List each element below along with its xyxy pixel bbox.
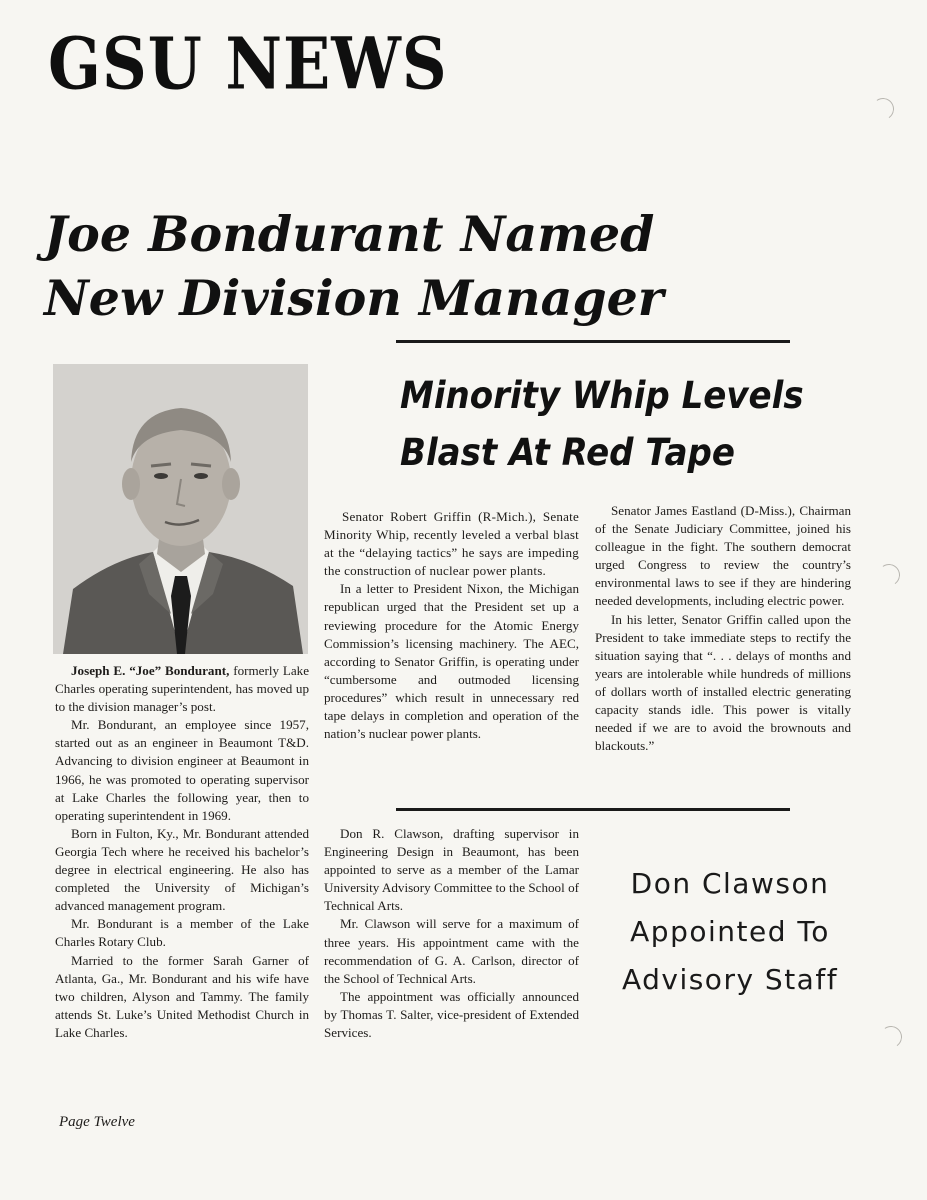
paragraph: Mr. Bondurant is a member of the Lake Charles Rotary Club.	[55, 916, 309, 950]
headline-line: Appointed To	[630, 915, 830, 948]
headline-line: Advisory Staff	[621, 963, 839, 996]
griffin-article-col1	[324, 508, 579, 743]
lead-name: Joseph E. “Joe” Bondurant,	[71, 663, 230, 678]
headline-line: Minority Whip Levels	[400, 374, 804, 417]
griffin-article-col2	[595, 502, 851, 755]
headline-line: Blast At Red Tape	[400, 431, 736, 474]
paragraph: Married to the former Sarah Garner of Atlanta, Ga., Mr. Bondurant and his wife have two children, Alyson and Tammy. The family attends St. Luke’s United Methodist Church in Lake Charles.	[55, 952, 309, 1040]
punch-hole-mark	[870, 96, 895, 121]
paragraph: In his letter, Senator Griffin called upon the President to take immediate steps to rectify the situation saying that “. . . delays of months and years are intolerable while hundreds of millions of dollars worth of installed electric generating capacity stands idle. This power is vitally needed if we are to avoid the brownouts and blackouts.”	[595, 611, 851, 754]
divider-rule	[396, 808, 790, 811]
headline-line: New Division Manager	[44, 269, 664, 327]
headline-line: Don Clawson	[630, 867, 830, 900]
clawson-article	[324, 825, 579, 1042]
headline-griffin	[400, 367, 805, 481]
portrait-illustration	[53, 364, 308, 654]
punch-hole-mark	[876, 562, 901, 587]
paragraph: Don R. Clawson, drafting supervisor in Engineering Design in Beaumont, has been appointed to serve as a member of the Lamar University Advisory Committee to the School of Technical Arts.	[324, 826, 579, 914]
portrait-photo	[53, 364, 308, 654]
masthead: GSU NEWS	[48, 22, 448, 106]
paragraph: Senator James Eastland (D-Miss.), Chairman of the Senate Judiciary Committee, joined his colleague in the fight. The southern democrat urged Congress to review the country’s environmental laws to see if they are hindering needed developments, including electric power.	[595, 503, 851, 609]
paragraph: The appointment was officially announced by Thomas T. Salter, vice-president of Extended Services.	[324, 988, 579, 1041]
paragraph: Mr. Clawson will serve for a maximum of three years. His appointment came with the recommendation of G. A. Carlson, director of the School of Technical Arts.	[324, 916, 579, 986]
paragraph: Senator Robert Griffin (R-Mich.), Senate Minority Whip, recently leveled a verbal blast at the “delaying tactics” he says are impeding the construction of nuclear power plants.	[324, 509, 579, 579]
headline-line: Joe Bondurant Named	[44, 205, 655, 263]
paragraph: Mr. Bondurant, an employee since 1957, started out as an engineer in Beaumont T&D. Advancing to division engineer at Beaumont in 1966, he was promoted to operating supervisor at Lake Charles the following year, then to operating superintendent in 1969.	[55, 717, 309, 823]
headline-clawson	[600, 860, 860, 1004]
paragraph-text: formerly Lake Charles operating superintendent, has moved up to the division manager’s post.	[55, 663, 309, 715]
page-number: Page Twelve	[59, 1114, 135, 1130]
punch-hole-mark	[878, 1024, 903, 1049]
headline-bondurant	[44, 202, 824, 330]
bondurant-article	[55, 662, 309, 1042]
paragraph: In a letter to President Nixon, the Michigan republican urged that the President set up a reviewing procedure for the Atomic Energy Commission’s licensing machinery. The AEC, according to Senator Griffin, is operating under “cumbersome and outmoded licensing procedures” which result in unnecessary red tape delays in completion and operation of the nation’s nuclear power plants.	[324, 581, 579, 742]
paragraph: Born in Fulton, Ky., Mr. Bondurant attended Georgia Tech where he received his bachelor’s degree in electrical engineering. He also has completed the University of Michigan’s advanced management program.	[55, 825, 309, 914]
divider-rule	[396, 340, 790, 343]
